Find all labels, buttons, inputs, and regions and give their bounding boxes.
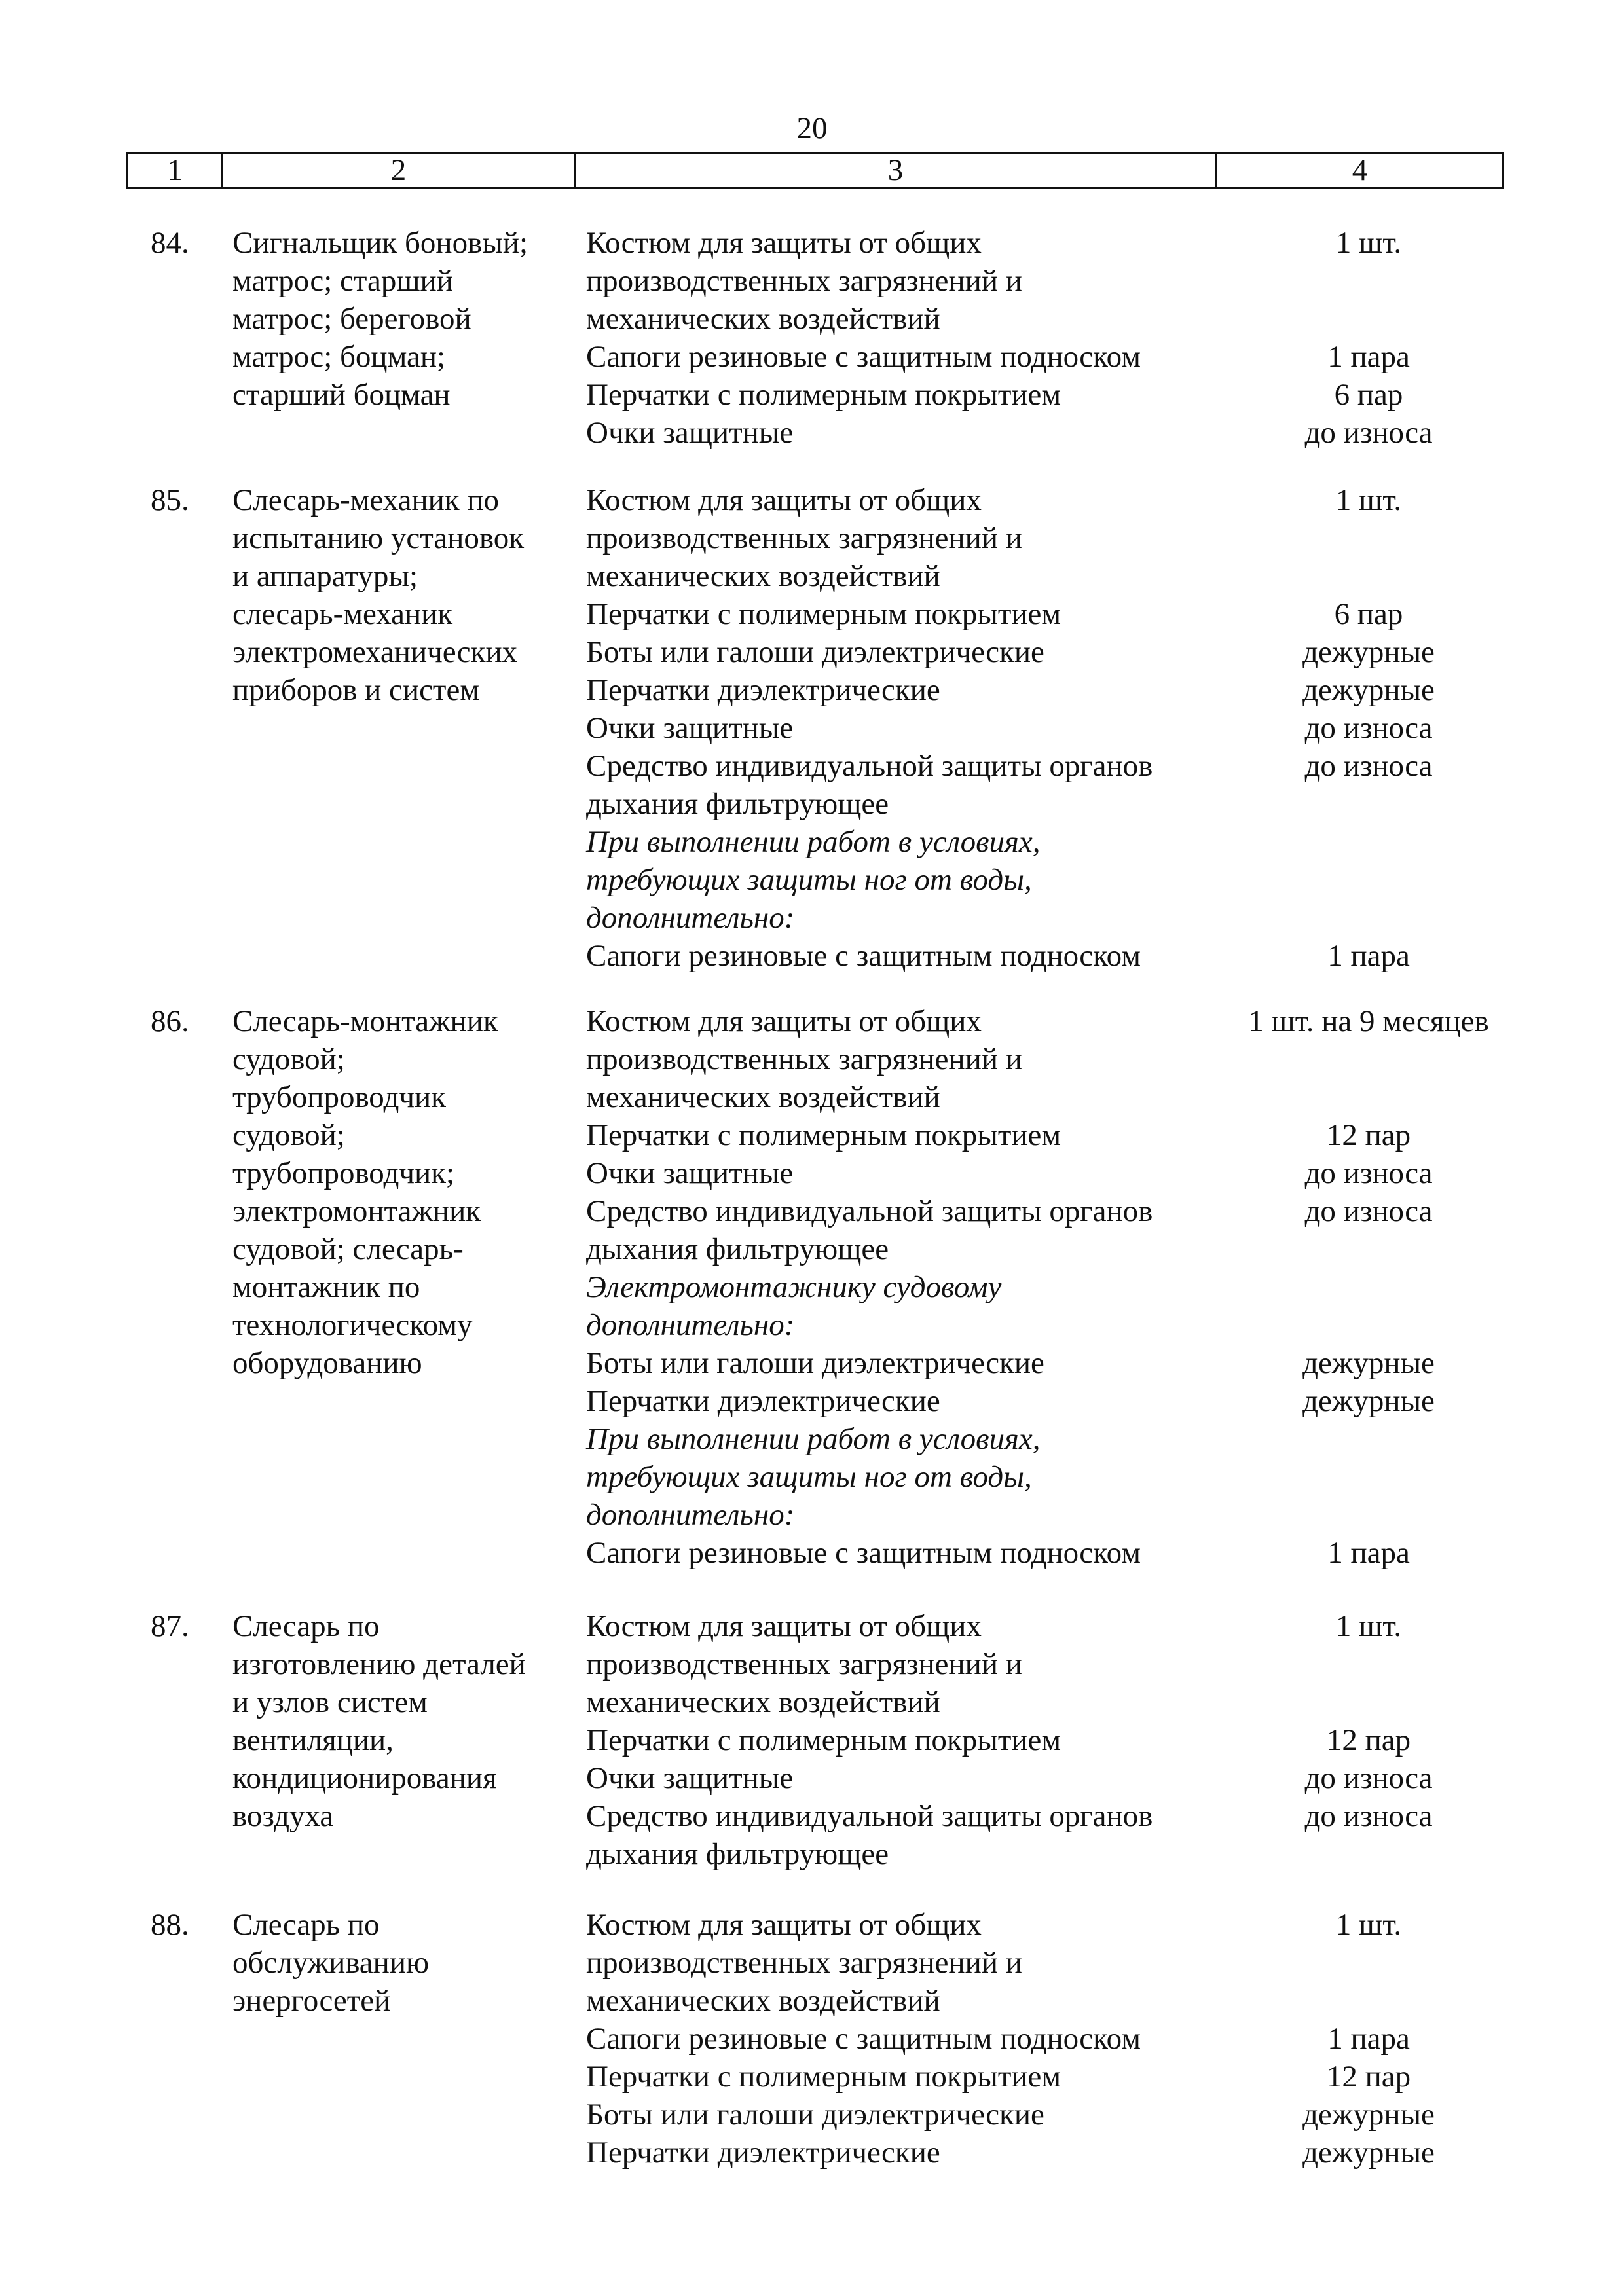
equipment-line: Перчатки с полимерным покрытием xyxy=(586,1723,1061,1757)
norm-value: 12 пар xyxy=(1326,1118,1411,1152)
equipment-line: производственных загрязнений и xyxy=(586,1042,1022,1076)
note-line: Электромонтажнику судовому xyxy=(586,1270,1002,1304)
entry-number: 88. xyxy=(151,1908,189,1942)
profession-line: Слесарь по xyxy=(232,1908,380,1942)
norm-value xyxy=(1225,1306,1513,1344)
equipment-line: производственных загрязнений и xyxy=(586,521,1022,555)
equipment-line: дыхания фильтрующее xyxy=(586,1837,889,1871)
equipment-line: Перчатки с полимерным покрытием xyxy=(586,597,1061,631)
equipment-cell xyxy=(586,1607,1241,1873)
profession-line: монтажник по xyxy=(232,1270,420,1304)
equipment-line: Сапоги резиновые с защитным подноском xyxy=(586,939,1141,973)
norm-value xyxy=(1225,262,1513,300)
profession-line: Сигнальщик боновый; xyxy=(232,226,528,260)
equipment-line: Сапоги резиновые с защитным подноском xyxy=(586,340,1141,374)
equipment-line: Перчатки с полимерным покрытием xyxy=(586,2060,1061,2094)
norm-value xyxy=(1225,1683,1513,1721)
norm-value: дежурные xyxy=(1302,1346,1435,1380)
profession-cell xyxy=(232,224,586,414)
norm-value xyxy=(1225,823,1513,861)
column-header-4: 4 xyxy=(1352,153,1368,187)
norm-value xyxy=(1225,861,1513,899)
norm-value xyxy=(1225,1458,1513,1496)
profession-line: технологическому xyxy=(232,1308,473,1342)
equipment-line: производственных загрязнений и xyxy=(586,1647,1022,1681)
equipment-line: Костюм для защиты от общих xyxy=(586,483,982,517)
profession-line: матрос; старший xyxy=(232,264,453,298)
norm-value: 1 пара xyxy=(1327,1536,1410,1570)
profession-line: приборов и систем xyxy=(232,673,480,707)
equipment-line: Сапоги резиновые с защитным подноском xyxy=(586,2022,1141,2056)
profession-line: матрос; боцман; xyxy=(232,340,446,374)
equipment-line: Костюм для защиты от общих xyxy=(586,1908,982,1942)
norm-value: 12 пар xyxy=(1326,1723,1411,1757)
equipment-line: Перчатки диэлектрические xyxy=(586,2136,940,2170)
norm-value xyxy=(1225,1420,1513,1458)
norm-value xyxy=(1225,1078,1513,1116)
equipment-line: механических воздействий xyxy=(586,1984,940,2018)
entry-number: 84. xyxy=(151,226,189,260)
equipment-line: Перчатки с полимерным покрытием xyxy=(586,1118,1061,1152)
column-header-3: 3 xyxy=(576,154,1217,187)
norm-value xyxy=(1225,557,1513,595)
column-header-1: 1 xyxy=(128,154,223,187)
note-line: При выполнении работ в условиях, xyxy=(586,1422,1041,1456)
equipment-line: дыхания фильтрующее xyxy=(586,787,889,821)
equipment-line: производственных загрязнений и xyxy=(586,264,1022,298)
equipment-line: Средство индивидуальной защиты органов xyxy=(586,1799,1153,1833)
norm-value: 12 пар xyxy=(1326,2060,1411,2094)
norm-value xyxy=(1225,899,1513,937)
equipment-line: Боты или галоши диэлектрические xyxy=(586,1346,1044,1380)
norm-value: дежурные xyxy=(1302,2136,1435,2170)
norm-value: до износа xyxy=(1304,1194,1433,1228)
norm-value: до износа xyxy=(1304,1799,1433,1833)
profession-line: испытанию установок xyxy=(232,521,525,555)
norm-value xyxy=(1225,1645,1513,1683)
equipment-line: Перчатки диэлектрические xyxy=(586,673,940,707)
equipment-line: Костюм для защиты от общих xyxy=(586,1609,982,1643)
profession-line: изготовлению деталей xyxy=(232,1647,526,1681)
norm-value xyxy=(1225,1982,1513,2020)
equipment-line: Очки защитные xyxy=(586,1761,794,1795)
profession-line: Слесарь по xyxy=(232,1609,380,1643)
norm-value: дежурные xyxy=(1302,635,1435,669)
profession-line: судовой; слесарь- xyxy=(232,1232,464,1266)
equipment-line: Боты или галоши диэлектрические xyxy=(586,2098,1044,2132)
norm-value: дежурные xyxy=(1302,1384,1435,1418)
norm-value: 1 шт. xyxy=(1335,483,1402,517)
entry-number: 86. xyxy=(151,1004,189,1038)
norm-value xyxy=(1225,300,1513,338)
profession-line: электромонтажник xyxy=(232,1194,481,1228)
norm-value: до износа xyxy=(1304,416,1433,450)
profession-line: трубопроводчик xyxy=(232,1080,446,1114)
profession-line: матрос; береговой xyxy=(232,302,471,336)
equipment-line: Перчатки диэлектрические xyxy=(586,1384,940,1418)
profession-cell xyxy=(232,481,586,709)
norm-value: дежурные xyxy=(1302,673,1435,707)
profession-line: воздуха xyxy=(232,1799,334,1833)
norm-cell xyxy=(1225,1906,1513,2172)
profession-line: и аппаратуры; xyxy=(232,559,418,593)
equipment-cell xyxy=(586,224,1241,452)
profession-line: и узлов систем xyxy=(232,1685,428,1719)
norm-value: до износа xyxy=(1304,711,1433,745)
norm-value: дежурные xyxy=(1302,2098,1435,2132)
norm-value: 6 пар xyxy=(1334,378,1403,412)
equipment-line: механических воздействий xyxy=(586,1080,940,1114)
norm-value: 6 пар xyxy=(1334,597,1403,631)
norm-value: 1 шт. на 9 месяцев xyxy=(1248,1004,1489,1038)
norm-value: 1 пара xyxy=(1327,2022,1410,2056)
norm-value xyxy=(1225,1944,1513,1982)
norm-value xyxy=(1225,519,1513,557)
profession-line: оборудованию xyxy=(232,1346,422,1380)
note-line: дополнительно: xyxy=(586,1308,795,1342)
column-header-2: 2 xyxy=(223,154,576,187)
equipment-line: Средство индивидуальной защиты органов xyxy=(586,1194,1153,1228)
norm-value: до износа xyxy=(1304,1761,1433,1795)
note-line: требующих защиты ног от воды, xyxy=(586,863,1032,897)
norm-value: 1 пара xyxy=(1327,340,1410,374)
equipment-line: механических воздействий xyxy=(586,302,940,336)
equipment-line: Сапоги резиновые с защитным подноском xyxy=(586,1536,1141,1570)
page-number: 20 xyxy=(796,111,828,145)
profession-line: судовой; xyxy=(232,1118,345,1152)
profession-line: энергосетей xyxy=(232,1984,391,2018)
note-line: дополнительно: xyxy=(586,1498,795,1532)
equipment-line: дыхания фильтрующее xyxy=(586,1232,889,1266)
norm-cell xyxy=(1225,1002,1513,1572)
note-line: требующих защиты ног от воды, xyxy=(586,1460,1032,1494)
norm-value: 1 шт. xyxy=(1335,226,1402,260)
profession-line: вентиляции, xyxy=(232,1723,394,1757)
column-header-row xyxy=(126,152,1504,189)
equipment-line: механических воздействий xyxy=(586,559,940,593)
profession-line: обслуживанию xyxy=(232,1946,430,1980)
profession-cell xyxy=(232,1607,586,1835)
profession-line: старший боцман xyxy=(232,378,451,412)
equipment-cell xyxy=(586,481,1241,975)
norm-value: 1 шт. xyxy=(1335,1609,1402,1643)
equipment-cell xyxy=(586,1906,1241,2172)
norm-value xyxy=(1225,785,1513,823)
equipment-line: Очки защитные xyxy=(586,416,794,450)
equipment-line: Костюм для защиты от общих xyxy=(586,1004,982,1038)
equipment-line: Очки защитные xyxy=(586,711,794,745)
entry-number: 85. xyxy=(151,483,189,517)
norm-value xyxy=(1225,1496,1513,1534)
note-line: При выполнении работ в условиях, xyxy=(586,825,1041,859)
norm-value: 1 шт. xyxy=(1335,1908,1402,1942)
equipment-line: механических воздействий xyxy=(586,1685,940,1719)
norm-value: до износа xyxy=(1304,749,1433,783)
equipment-line: Перчатки с полимерным покрытием xyxy=(586,378,1061,412)
profession-line: электромеханических xyxy=(232,635,518,669)
profession-line: Слесарь-монтажник xyxy=(232,1004,498,1038)
equipment-line: Костюм для защиты от общих xyxy=(586,226,982,260)
profession-line: кондиционирования xyxy=(232,1761,497,1795)
note-line: дополнительно: xyxy=(586,901,795,935)
profession-line: слесарь-механик xyxy=(232,597,453,631)
norm-value xyxy=(1225,1835,1513,1873)
profession-cell xyxy=(232,1002,586,1382)
profession-line: трубопроводчик; xyxy=(232,1156,455,1190)
norm-value xyxy=(1225,1040,1513,1078)
equipment-line: производственных загрязнений и xyxy=(586,1946,1022,1980)
equipment-line: Боты или галоши диэлектрические xyxy=(586,635,1044,669)
norm-value xyxy=(1225,1268,1513,1306)
equipment-line: Очки защитные xyxy=(586,1156,794,1190)
profession-cell xyxy=(232,1906,586,2020)
profession-line: Слесарь-механик по xyxy=(232,483,499,517)
equipment-cell xyxy=(586,1002,1241,1572)
equipment-line: Средство индивидуальной защиты органов xyxy=(586,749,1153,783)
norm-value: 1 пара xyxy=(1327,939,1410,973)
norm-cell xyxy=(1225,481,1513,975)
norm-cell xyxy=(1225,1607,1513,1873)
entry-number: 87. xyxy=(151,1609,189,1643)
profession-line: судовой; xyxy=(232,1042,345,1076)
norm-value xyxy=(1225,1230,1513,1268)
norm-value: до износа xyxy=(1304,1156,1433,1190)
norm-cell xyxy=(1225,224,1513,452)
